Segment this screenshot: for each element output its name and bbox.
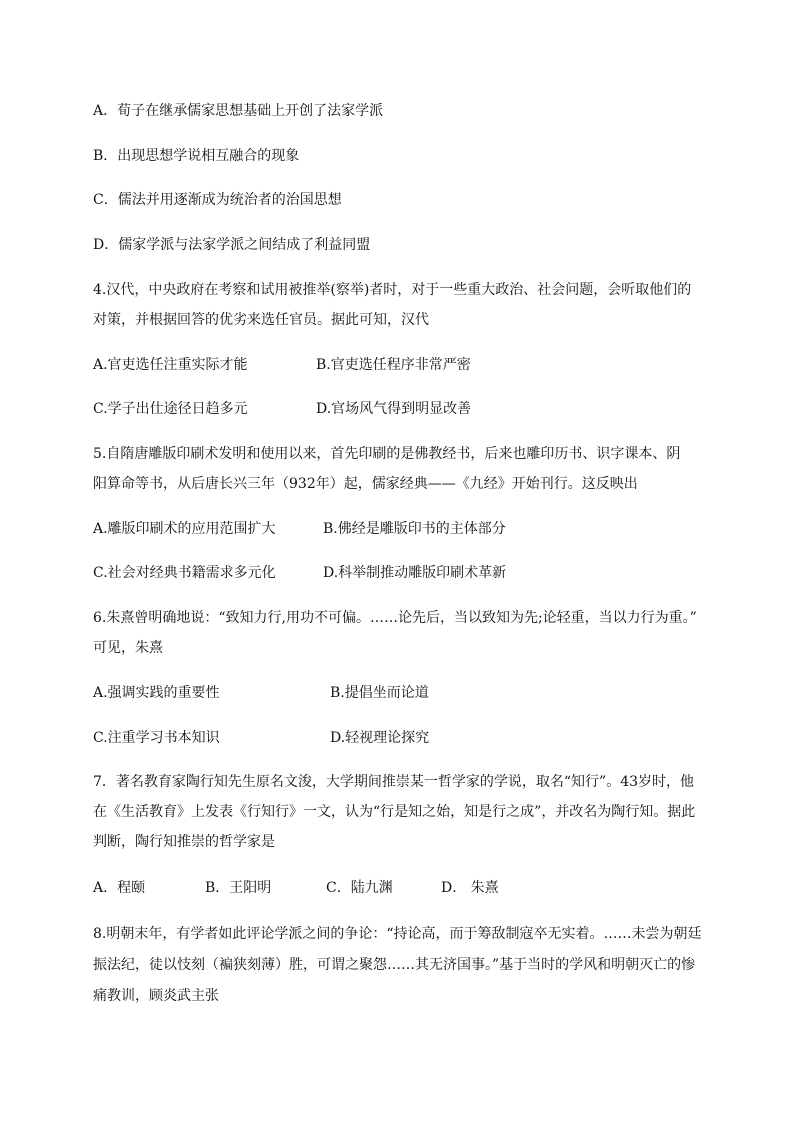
q5-stem-line1: 5.自隋唐雕版印刷术发明和使用以来，首先印刷的是佛教经书，后来也雕印历书、识字课本、阴 [93, 446, 681, 462]
q4-stem-line2: 对策，并根据回答的优劣来选任官员。据此可知，汉代 [93, 312, 429, 328]
q5-option-b: B.佛经是雕版印书的主体部分 [323, 521, 506, 537]
q3-option-a: A．荀子在继承儒家思想基础上开创了法家学派 [93, 103, 384, 119]
q8-stem-line3: 痛教训，顾炎武主张 [93, 988, 219, 1004]
q4-option-b: B.官吏选任程序非常严密 [316, 357, 471, 373]
q6-option-b: B.提倡坐而论道 [330, 685, 429, 701]
q4-option-a: A.官吏选任注重实际才能 [93, 357, 248, 373]
q7-stem-line2: 在《生活教育》上发表《行知行》一文，认为“行是知之始，知是行之成”，并改名为陶行知。据此 [93, 804, 696, 820]
q5-option-c: C.社会对经典书籍需求多元化 [93, 565, 276, 581]
q3-option-c: C．儒法并用逐渐成为统治者的治国思想 [93, 192, 342, 208]
q7-stem-line1: 7．著名教育家陶行知先生原名文浚，大学期间推崇某一哲学家的学说，取名“知行”。43岁时，他 [93, 774, 695, 790]
q8-stem-line1: 8.明朝末年，有学者如此评论学派之间的争论：“持论高，而于筹敌制寇卒无实着。……未尝为朝廷 [93, 926, 702, 942]
q7-option-c: C．陆九渊 [326, 880, 393, 896]
q7-option-a: A．程颐 [93, 880, 146, 896]
q5-stem-line2: 阳算命等书，从后唐长兴三年（932年）起，儒家经典——《九经》开始刊行。这反映出 [93, 476, 638, 492]
q6-option-c: C.注重学习书本知识 [93, 730, 220, 746]
q6-stem-line2: 可见，朱熹 [93, 640, 163, 656]
q6-option-a: A.强调实践的重要性 [93, 685, 220, 701]
q6-option-d: D.轻视理论探究 [330, 730, 430, 746]
q4-stem-line1: 4.汉代，中央政府在考察和试用被推举(察举)者时，对于一些重大政治、社会问题，会听取他们的 [93, 282, 692, 298]
q5-option-a: A.雕版印刷术的应用范围扩大 [93, 521, 276, 537]
q4-option-c: C.学子出仕途径日趋多元 [93, 401, 248, 417]
q5-option-d: D.科举制推动雕版印刷术革新 [323, 565, 507, 581]
q6-stem-line1: 6.朱熹曾明确地说：“致知力行,用功不可偏。……论先后，当以致知为先;论轻重，当以力行为重。” [93, 610, 697, 626]
q7-stem-line3: 判断，陶行知推崇的哲学家是 [93, 834, 275, 850]
q8-stem-line2: 振法纪，徒以忮刻（褊狭刻薄）胜，可谓之聚怨……其无济国事。”基于当时的学风和明朝灭亡的惨 [93, 957, 696, 973]
q7-option-b: B．王阳明 [205, 880, 272, 896]
q3-option-b: B．出现思想学说相互融合的现象 [93, 148, 300, 164]
q7-option-d: D． 朱熹 [441, 880, 499, 896]
q4-option-d: D.官场风气得到明显改善 [316, 401, 472, 417]
q3-option-d: D．儒家学派与法家学派之间结成了利益同盟 [93, 237, 371, 253]
